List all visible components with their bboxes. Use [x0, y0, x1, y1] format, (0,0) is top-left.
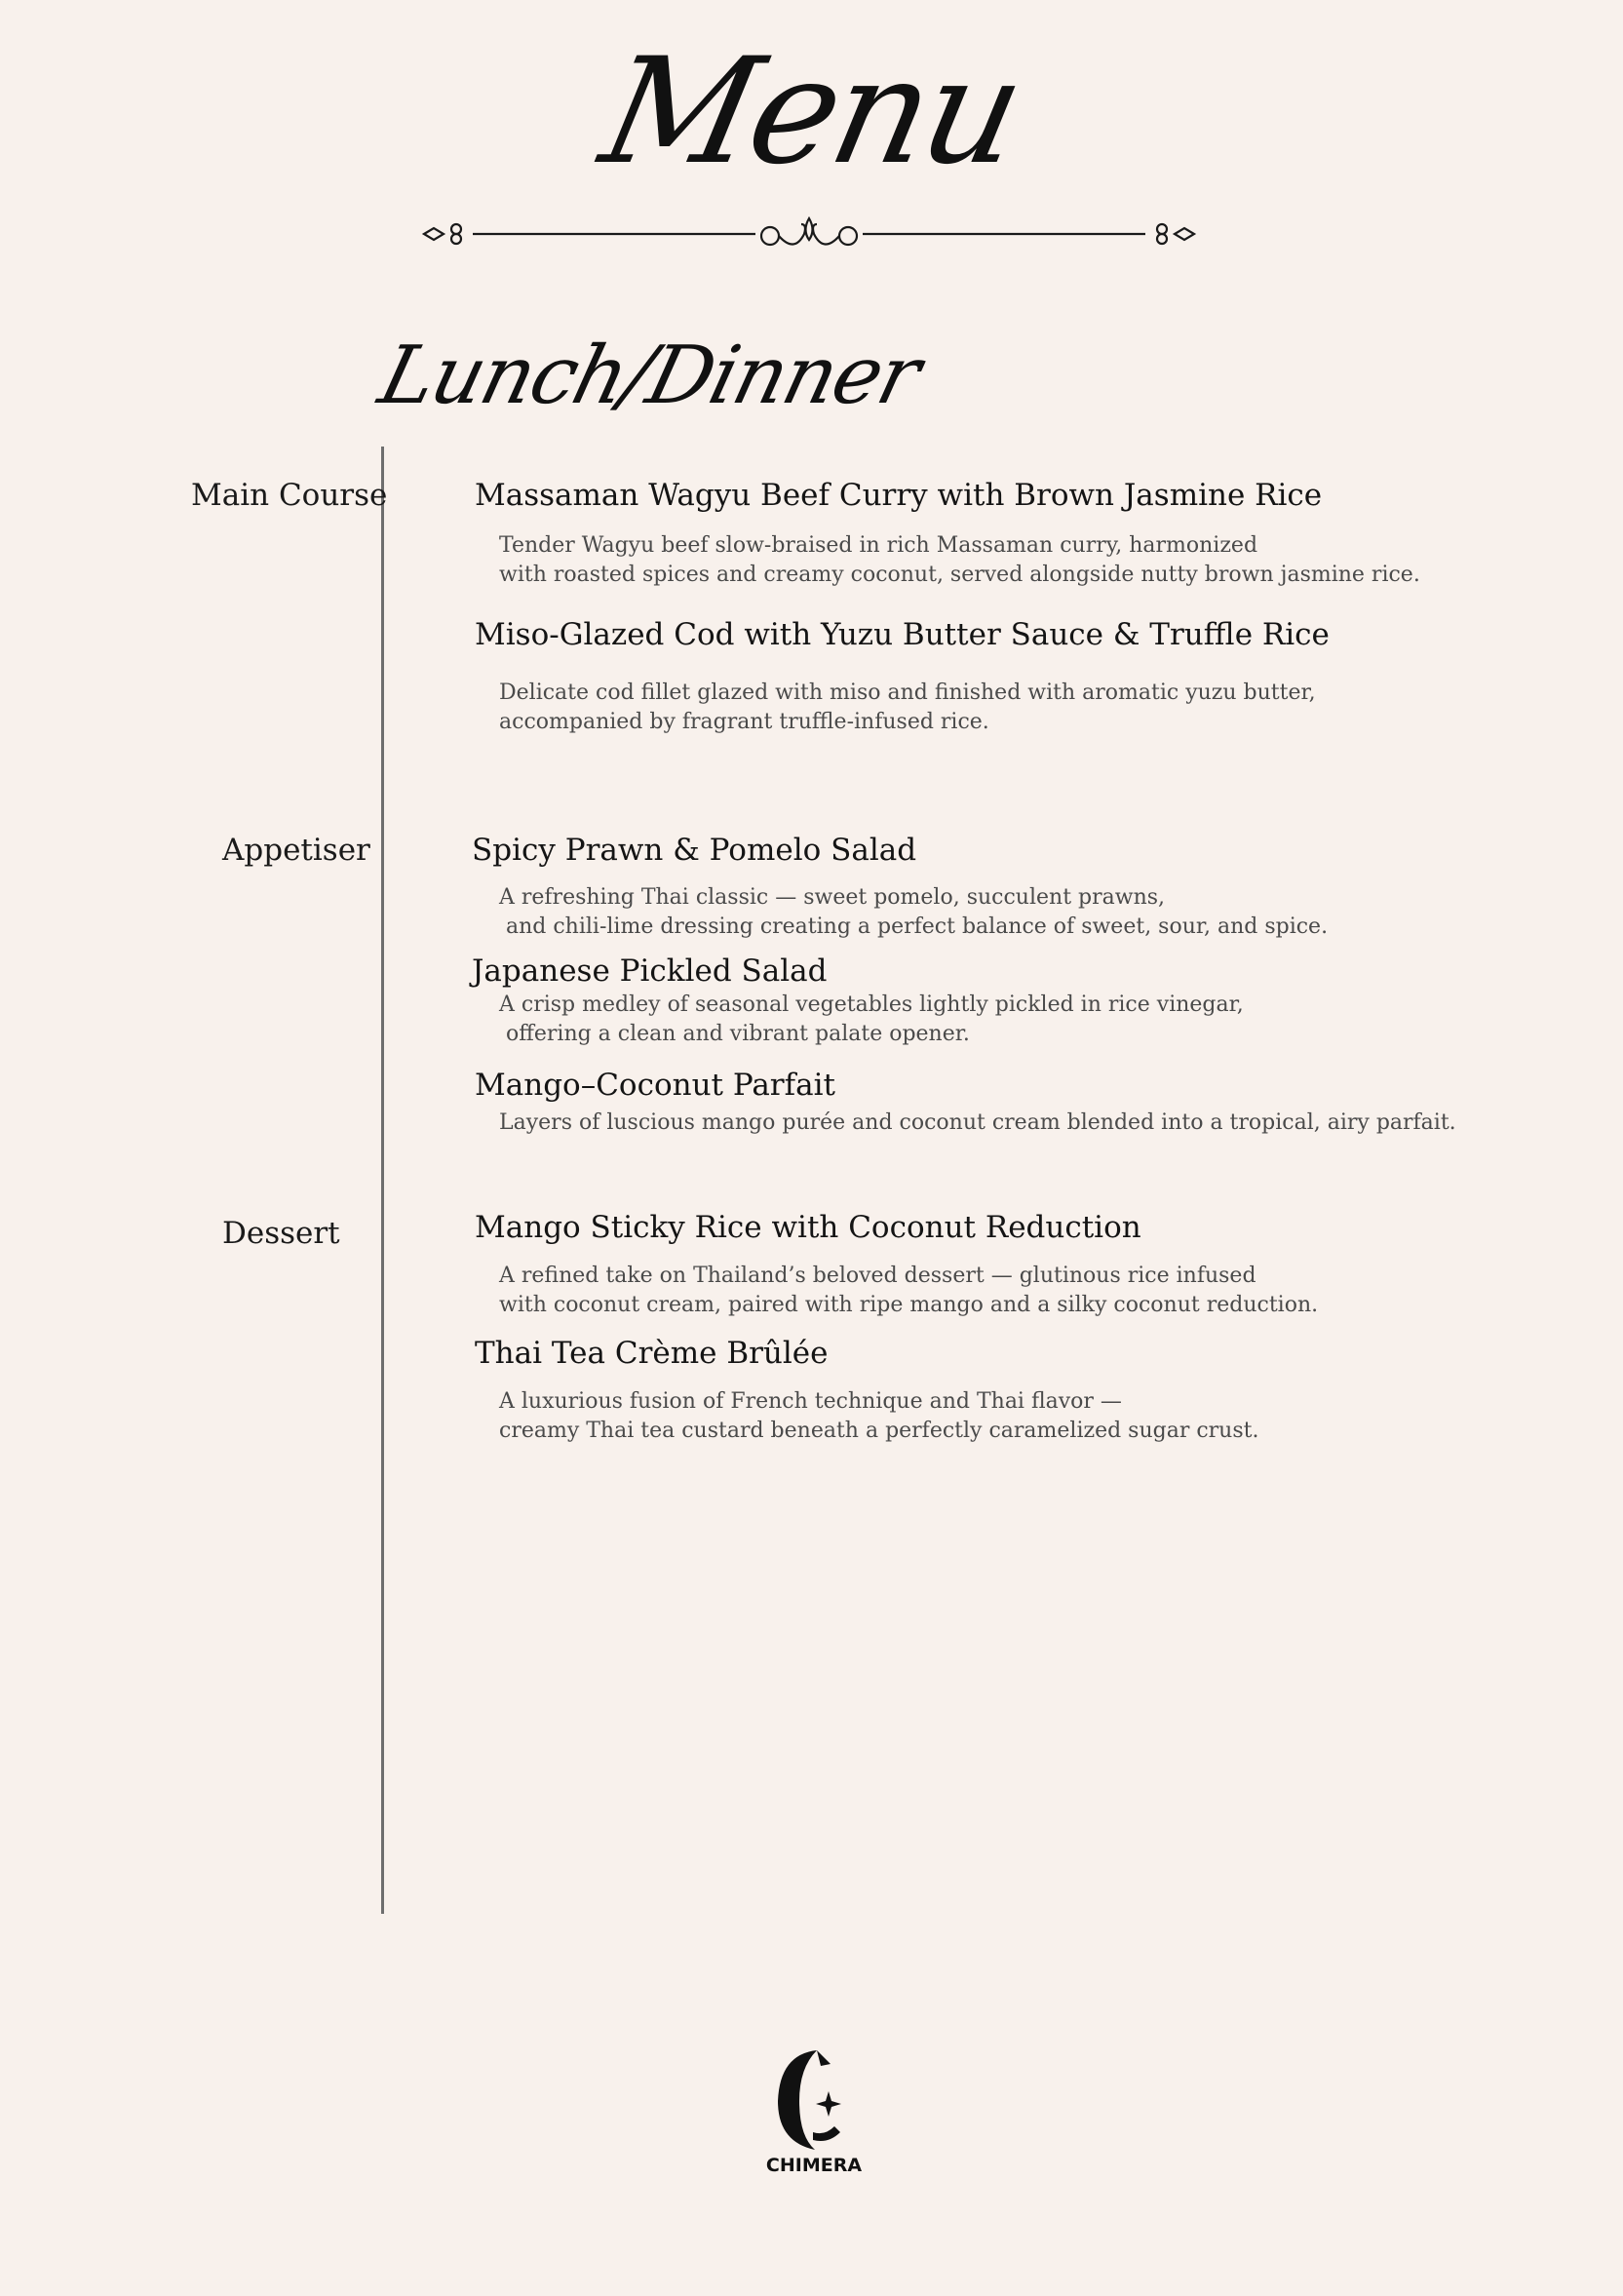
section-title: Lunch/Dinner	[370, 330, 928, 422]
dish-description: A refreshing Thai classic — sweet pomelo, succulent prawns, and chili-lime dressing creating a perfect balance of sweet, sour, and spice.	[499, 885, 1329, 939]
dish-description: A crisp medley of seasonal vegetables lightly pickled in rice vinegar, offering a clean and vibrant palate opener.	[499, 992, 1244, 1046]
dish-name: Mango–Coconut Parfait	[475, 1068, 835, 1103]
dish-name: Spicy Prawn & Pomelo Salad	[472, 833, 917, 868]
dish-description: A luxurious fusion of French technique and Thai flavor — creamy Thai tea custard beneath a perfectly caramelized sugar crust.	[499, 1389, 1259, 1443]
chimera-logo-icon	[760, 2043, 868, 2179]
ornamental-divider-icon	[419, 214, 1199, 253]
dish-description: Layers of luscious mango purée and coconut cream blended into a tropical, airy parfait.	[499, 1110, 1456, 1135]
dish-name: Massaman Wagyu Beef Curry with Brown Jasmine Rice	[475, 478, 1323, 513]
dish-description: Delicate cod fillet glazed with miso and finished with aromatic yuzu butter, accompanied by fragrant truffle-infused rice.	[499, 681, 1316, 734]
dish-description: A refined take on Thailand’s beloved dessert — glutinous rice infused with coconut cream, paired with ripe mango and a silky coconut reduction.	[499, 1264, 1319, 1317]
dish-description: Tender Wagyu beef slow-braised in rich Massaman curry, harmonized with roasted spices and creamy coconut, served alongside nutty brown jasmine rice.	[499, 533, 1420, 587]
page-title: Menu	[589, 27, 1034, 197]
dish-name: Mango Sticky Rice with Coconut Reduction	[475, 1210, 1141, 1245]
category-dessert: Dessert	[222, 1216, 340, 1251]
dish-name: Japanese Pickled Salad	[472, 953, 828, 989]
vertical-rule	[381, 447, 384, 1914]
dish-name: Miso-Glazed Cod with Yuzu Butter Sauce & Truffle Rice	[475, 617, 1330, 652]
logo-text: CHIMERA	[765, 2155, 863, 2176]
category-appetiser: Appetiser	[222, 833, 370, 868]
dish-name: Thai Tea Crème Brûlée	[475, 1336, 829, 1371]
category-main-course: Main Course	[191, 478, 388, 513]
